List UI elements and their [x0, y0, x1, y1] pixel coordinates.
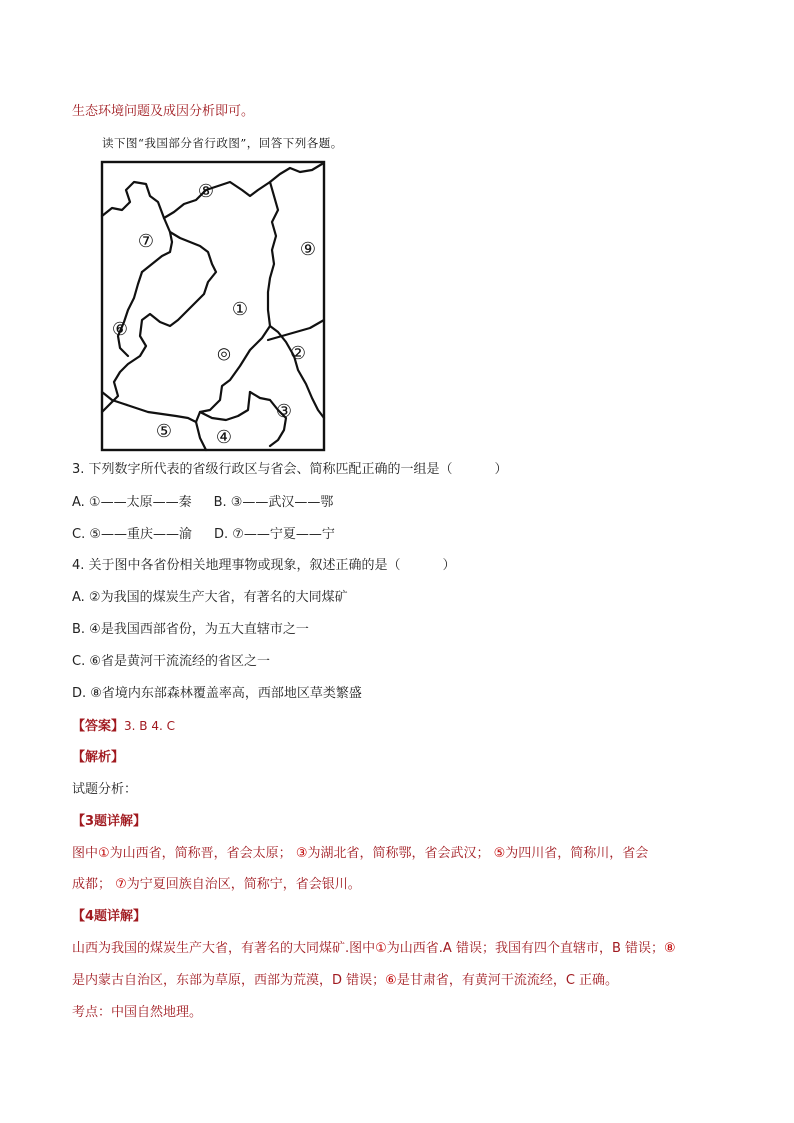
- q4-detail-text: 是内蒙古自治区，东部为草原，西部为荒漠，D 错误；: [72, 973, 386, 988]
- q3-detail-text: 为湖北省，简称鄂，省会武汉；: [307, 846, 494, 861]
- q3-detail-text: 为宁夏回族自治区，简称宁，省会银川。: [126, 877, 361, 892]
- map-caption: 读下图“我国部分省行政图”，回答下列各题。: [102, 136, 343, 150]
- q4-detail-text: 山西为我国的煤炭生产大省，有著名的大同煤矿.图中: [72, 941, 376, 956]
- q4-detail-text: 为山西省.A 错误；我国有四个直辖市，B 错误；: [386, 941, 665, 956]
- analysis-tag: 【解析】: [72, 750, 125, 765]
- province-map-figure: [100, 160, 328, 452]
- q4-stem-text: 4. 关于图中各省份相关地理事物或现象，叙述正确的是（: [72, 558, 401, 573]
- q3-detail-text: 成都；: [72, 877, 116, 892]
- q3-stem-close: ）: [494, 462, 508, 477]
- q3-detail-text: 为山西省，简称晋，省会太原；: [109, 846, 296, 861]
- q4-stem: [72, 557, 456, 575]
- q3-detail-tag: 【3题详解】: [72, 814, 147, 829]
- intro-line: 生态环境问题及成因分析即可。: [72, 104, 255, 119]
- q3-detail-text: 为四川省，简称川，省会: [505, 846, 649, 861]
- q3-detail-num: ⑦: [115, 877, 127, 892]
- q4-option-b: B. ④是我国西部省份，为五大直辖市之一: [72, 622, 309, 637]
- q3-detail-line2: [72, 876, 361, 894]
- q4-option-a: A. ②为我国的煤炭生产大省，有著名的大同煤矿: [72, 590, 348, 605]
- q3-options-row2: [72, 526, 335, 544]
- map-label-4: ④: [215, 427, 233, 448]
- q3-options-row1: [72, 494, 333, 512]
- map-label-2: ②: [289, 343, 307, 364]
- q3-detail-text: 图中: [72, 846, 99, 861]
- answer-line: [72, 717, 175, 736]
- q4-detail-tag: 【4题详解】: [72, 909, 147, 924]
- map-label-7: ⑦: [137, 231, 155, 252]
- analysis-intro: 试题分析：: [72, 782, 138, 797]
- q3-option-b: B. ③——武汉——鄂: [213, 495, 334, 510]
- q3-option-d: D. ⑦——宁夏——宁: [214, 527, 335, 542]
- province-map: [100, 160, 328, 452]
- q4-detail-line2: [72, 972, 618, 990]
- map-label-6: ⑥: [111, 319, 129, 340]
- q3-detail-num: ⑤: [493, 846, 506, 861]
- q4-stem-close: ）: [442, 558, 456, 573]
- q3-stem-text: 3. 下列数字所代表的省级行政区与省会、简称匹配正确的一组是（: [72, 462, 453, 477]
- map-label-9: ⑨: [299, 239, 317, 260]
- q4-option-c: C. ⑥省是黄河干流流经的省区之一: [72, 654, 270, 669]
- map-label-3: ③: [275, 401, 293, 422]
- map-label-8: ⑧: [197, 181, 215, 202]
- q4-detail-line1: [72, 940, 676, 958]
- answer-tag: 【答案】: [72, 719, 125, 734]
- q3-option-a: A. ①——太原——秦: [72, 495, 192, 510]
- q4-detail-num: ①: [375, 941, 387, 956]
- q4-detail-num: ⑧: [664, 941, 676, 956]
- map-label-capital: ◎: [217, 343, 231, 363]
- q4-option-d: D. ⑧省境内东部森林覆盖率高，西部地区草类繁盛: [72, 686, 362, 701]
- q4-detail-text: 是甘肃省，有黄河干流流经，C 正确。: [396, 973, 619, 988]
- q3-option-c: C. ⑤——重庆——渝: [72, 527, 192, 542]
- q4-detail-num: ⑥: [385, 973, 397, 988]
- answer-text: 3. B 4. C: [124, 719, 175, 733]
- q3-detail-line1: [72, 845, 648, 863]
- q3-detail-num: ①: [98, 846, 110, 861]
- map-label-5: ⑤: [155, 421, 173, 442]
- map-label-1: ①: [231, 299, 249, 320]
- q3-stem: [72, 461, 508, 479]
- q3-detail-num: ③: [295, 846, 308, 861]
- kaodian-line: 考点：中国自然地理。: [72, 1005, 203, 1020]
